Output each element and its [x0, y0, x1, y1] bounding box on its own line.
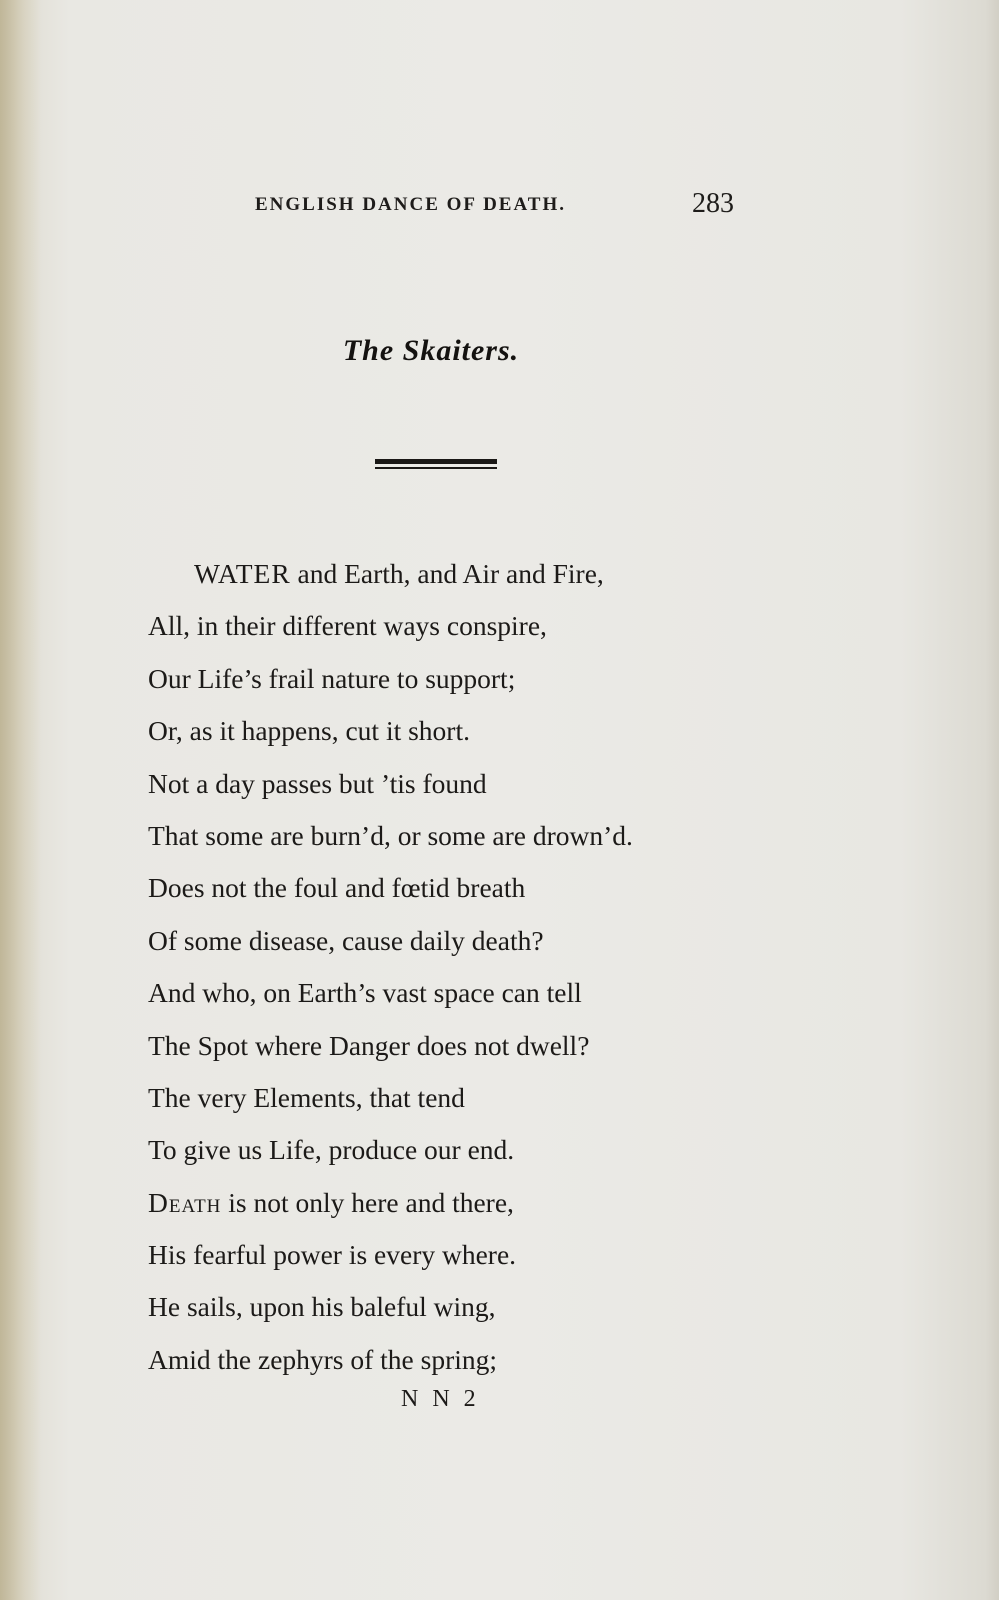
- poem-line: Or, as it happens, cut it short.: [148, 715, 470, 747]
- running-head: [0, 188, 999, 228]
- poem-line: The very Elements, that tend: [148, 1081, 465, 1113]
- gutter-shadow: [0, 0, 42, 1600]
- poem-line: Not a day passes but ’tis found: [148, 767, 487, 799]
- death-small-caps: Death: [148, 1186, 222, 1218]
- poem-line: Of some disease, cause daily death?: [148, 924, 544, 956]
- signature-mark: N N 2: [401, 1386, 480, 1412]
- rule-thin: [375, 467, 497, 469]
- poem-line: [148, 548, 788, 600]
- poem-line: [148, 1177, 788, 1229]
- double-rule-divider: [375, 459, 497, 471]
- poem-line: Our Life’s frail nature to support;: [148, 662, 516, 694]
- poem-line: All, in their different ways conspire,: [148, 610, 547, 642]
- poem-lead-word: WATER: [194, 558, 291, 589]
- poem-line: Amid the zephyrs of the spring;: [148, 1343, 498, 1375]
- poem-line: To give us Life, produce our end.: [148, 1134, 515, 1166]
- poem: [148, 548, 788, 1386]
- poem-line: And who, on Earth’s vast space can tell: [148, 977, 582, 1009]
- poem-line: The Spot where Danger does not dwell?: [148, 1029, 590, 1061]
- poem-line-text: and Earth, and Air and Fire,: [290, 558, 604, 589]
- poem-line: Does not the foul and fœtid breath: [148, 872, 526, 904]
- poem-line-text: is not only here and there,: [221, 1186, 514, 1218]
- page-number: 283: [692, 188, 734, 219]
- poem-line: He sails, upon his baleful wing,: [148, 1291, 496, 1323]
- rule-thick: [375, 459, 497, 464]
- running-title: ENGLISH DANCE OF DEATH.: [255, 194, 566, 215]
- poem-line: His fearful power is every where.: [148, 1239, 517, 1271]
- section-title: The Skaiters.: [342, 334, 520, 367]
- poem-line: That some are burn’d, or some are drown’d.: [148, 819, 633, 851]
